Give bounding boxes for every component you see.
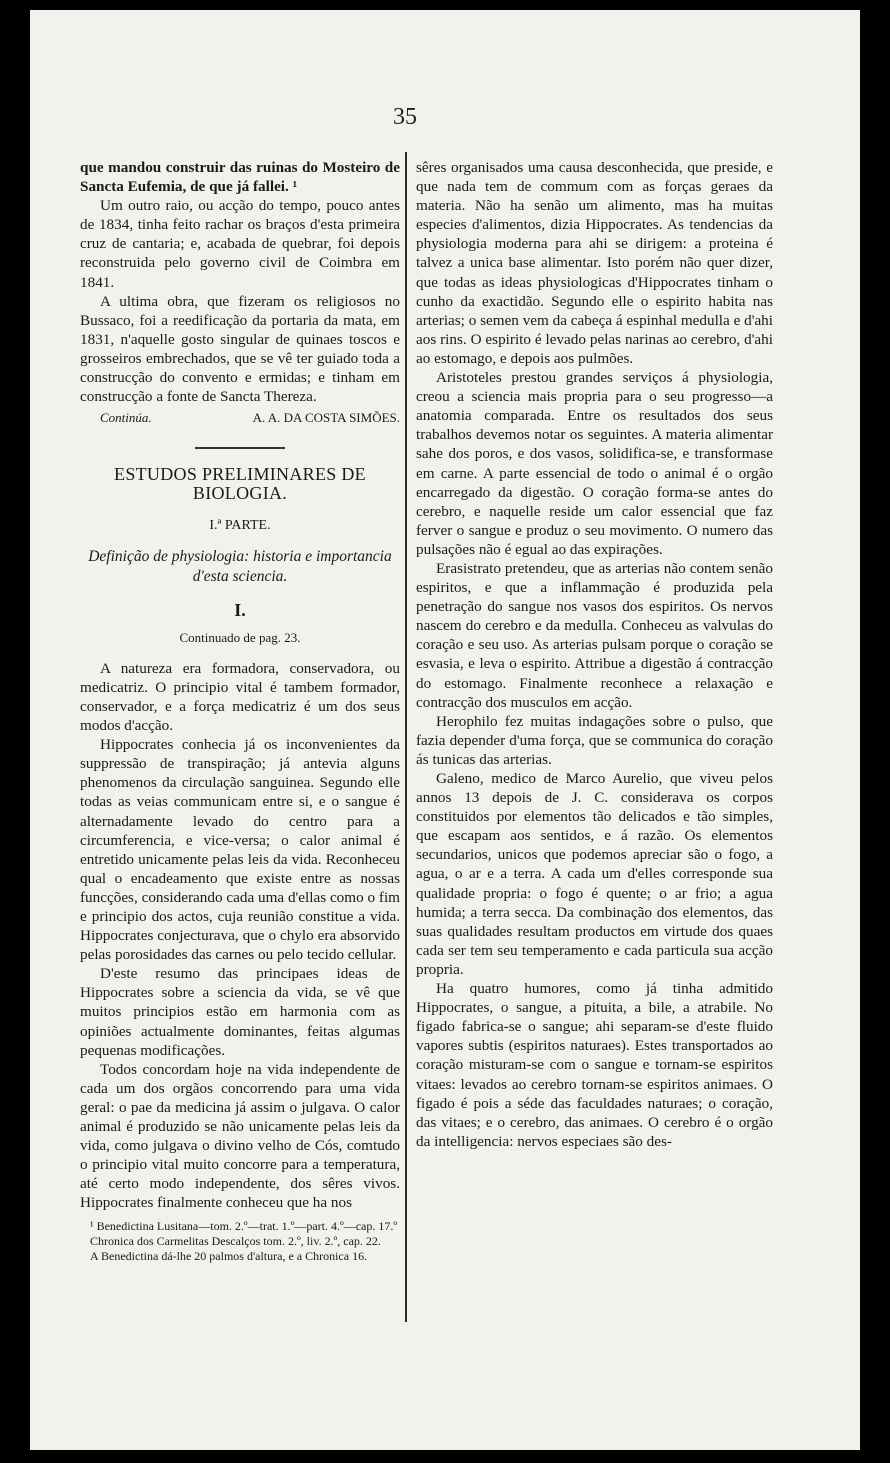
left-paragraph-3: A ultima obra, que fizeram os religiosos no Bussaco, foi a reedificação da portaria da mata, em 1831, n'aquelle gosto singular de quinaes toscos e grosseiros embrechados, que se vê ter guiado toda a construcção do convento e ermidas; e tinham em construcção a fonte de Sancta Thereza.	[80, 292, 400, 406]
right-paragraph-4: Herophilo fez muitas indagações sobre o pulso, que fazia depender d'uma força, que se communica do coração ás tunicas das arterias.	[416, 712, 773, 768]
right-paragraph-6: Ha quatro humores, como já tinha admitido Hippocrates, o sangue, a pituita, a bile, a atrabile. No figado fabrica-se o sangue; ahi separam-se d'este fluido vapores subtis (espiritos naturaes). Estes transportados ao coração misturam-se com o sangue e tornam-se espiritos vitaes: levados ao cerebro tornam-se espiritos animaes. O figado é pois a séde das faculdades naturaes; o coração, das vitaes; e o cerebro, das animaes. O cerebro é o orgão da intelligencia: nervos especiaes são des-	[416, 980, 773, 1150]
footnote-2: Chronica dos Carmelitas Descalços tom. 2.º, liv. 2.º, cap. 22.	[90, 1233, 381, 1248]
author-name: A. A. DA COSTA SIMÕES.	[252, 410, 400, 426]
continua-label: Continúa.	[100, 410, 152, 426]
continued-note: Continuado de pag. 23.	[179, 629, 301, 645]
page	[30, 10, 860, 1450]
right-paragraph-2: Aristoteles prestou grandes serviços á physiologia, creou a sciencia mais propria para o seu progresso—a anatomia comparada. Entre os resultados dos seus trabalhos devemos notar os seguintes. A materia alimentar sahe dos poros, e dos vasos, solidifica-se, e transformase em carne. A parte essencial de todo o animal é o orgão encarregado da digestão. O coração forma-se antes do cerebro, e naquelle reside um calor essencial que faz ferver o sangue e produz o seu movimento. O numero das pulsações não é egual ao das expirações.	[416, 369, 773, 558]
left-paragraph-7: Todos concordam hoje na vida independente de cada um dos orgãos concorrendo para uma vida geral: o pae da medicina já assim o julgava. O calor animal é produzido se não unicamente pelas leis da vida, como julgava o divino velho de Cós, comtudo o principio vital muito concorre para a temperatura, até certo modo independente, dos sêres vivos. Hippocrates finalmente conheceu que ha nos	[80, 1060, 400, 1212]
footnote-1: ¹ Benedictina Lusitana—tom. 2.º—trat. 1.º—part. 4.º—cap. 17.º	[90, 1218, 398, 1233]
left-paragraph-6: D'este resumo das principaes ideas de Hippocrates sobre a sciencia da vida, se vê que muitos principios estão em harmonia com as opiniões actualmente dominantes, feitas algumas pequenas modificações.	[80, 965, 400, 1059]
right-column	[416, 158, 773, 1151]
signature-line	[80, 408, 400, 427]
section-rule	[195, 447, 285, 449]
section-number: I.	[234, 599, 246, 620]
left-paragraph-2: Um outro raio, ou acção do tempo, pouco antes de 1834, tinha feito rachar os braços d'esta primeira cruz de cantaria; e, acabada de quebrar, foi depois reconstruida pelo governo civil de Coimbra em 1841.	[80, 197, 400, 291]
left-paragraph-1: que mandou construir das ruinas do Mosteiro de Sancta Eufemia, de que já fallei. ¹	[80, 159, 400, 196]
left-paragraph-5: Hippocrates conhecia já os inconvenientes da suppressão de transpiração; já antevia alguns phenomenos da circulação sanguinea. Segundo elle todas as veias communicam entre si, e o sangue é alternadamente levado do centro para a circumferencia, e vice-versa; o calor animal é entretido unicamente pelas leis da vida. Reconheceu qual o encadeamento que existe entre as nossas funcções, considerando cada uma d'ellas como o fim e principio dos actos, cuja reunião constitue a vida. Hippocrates conjecturava, que o chylo era absorvido pelas porosidades das carnes ou pelo tecido cellular.	[80, 736, 400, 964]
article-title: ESTUDOS PRELIMINARES DE BIOLOGIA.	[114, 464, 366, 504]
article-subtitle: Definição de physiologia: historia e importancia d'esta sciencia.	[88, 547, 392, 585]
left-column	[80, 158, 400, 1264]
page-number: 35	[393, 104, 417, 130]
part-heading: I.ª PARTE.	[209, 517, 271, 533]
footnotes	[80, 1219, 400, 1264]
right-paragraph-1: sêres organisados uma causa desconhecida, que preside, e que nada tem de commum com as forças geraes da materia. Não ha senão um alimento, mas ha muitas especies d'alimentos, dizia Hippocrates. As tendencias da physiologia moderna para ahi se dirigem: a proteina é talvez a unica base alimentar. Isto porém não quer dizer, que todas as ideas physiologicas d'Hippocrates tinham o cunho da exactidão. Segundo elle o espirito habita nas arterias; o semen vem da cabeça á espinhal medulla e d'ahi aos rins. O espirito é levado pelas narinas ao cerebro, d'ahi ao estomago, e depois aos pulmões.	[416, 159, 773, 367]
right-paragraph-3: Erasistrato pretendeu, que as arterias não contem senão espiritos, e que a inflammação é produzida pela penetração do sangue nos vasos dos espiritos. Os nervos nascem do cerebro e da medulla. Conheceu as valvulas do coração e seu uso. As arterias pulsam porque o coração se esvasia, e leva o espirito. Attribue a digestão á contracção do estomago. Finalmente reconhece a relaxação e contracção dos musculos em acção.	[416, 559, 773, 711]
footnote-3: A Benedictina dá-lhe 20 palmos d'altura, e a Chronica 16.	[90, 1248, 368, 1263]
right-paragraph-5: Galeno, medico de Marco Aurelio, que viveu pelos annos 13 depois de J. C. considerava os corpos constituidos por elementos tão delicados e tão simples, que escapam aos sentidos, e á razão. Os elementos secundarios, unicos que podemos apreciar são o fogo, a agua, o ar e a terra. A cada um d'elles corresponde sua qualidade propria: o fogo é quente; o ar frio; a agua humida; a terra secca. Da combinação dos elementos, das suas qualidades resultam productos em virtude dos quaes cada ser tem seu temperamento e cada particula sua acção propria.	[416, 770, 773, 978]
column-divider	[405, 152, 407, 1322]
left-paragraph-4: A natureza era formadora, conservadora, ou medicatriz. O principio vital é tambem formador, conservador, e a força medicatriz é um dos seus modos d'acção.	[80, 659, 400, 735]
